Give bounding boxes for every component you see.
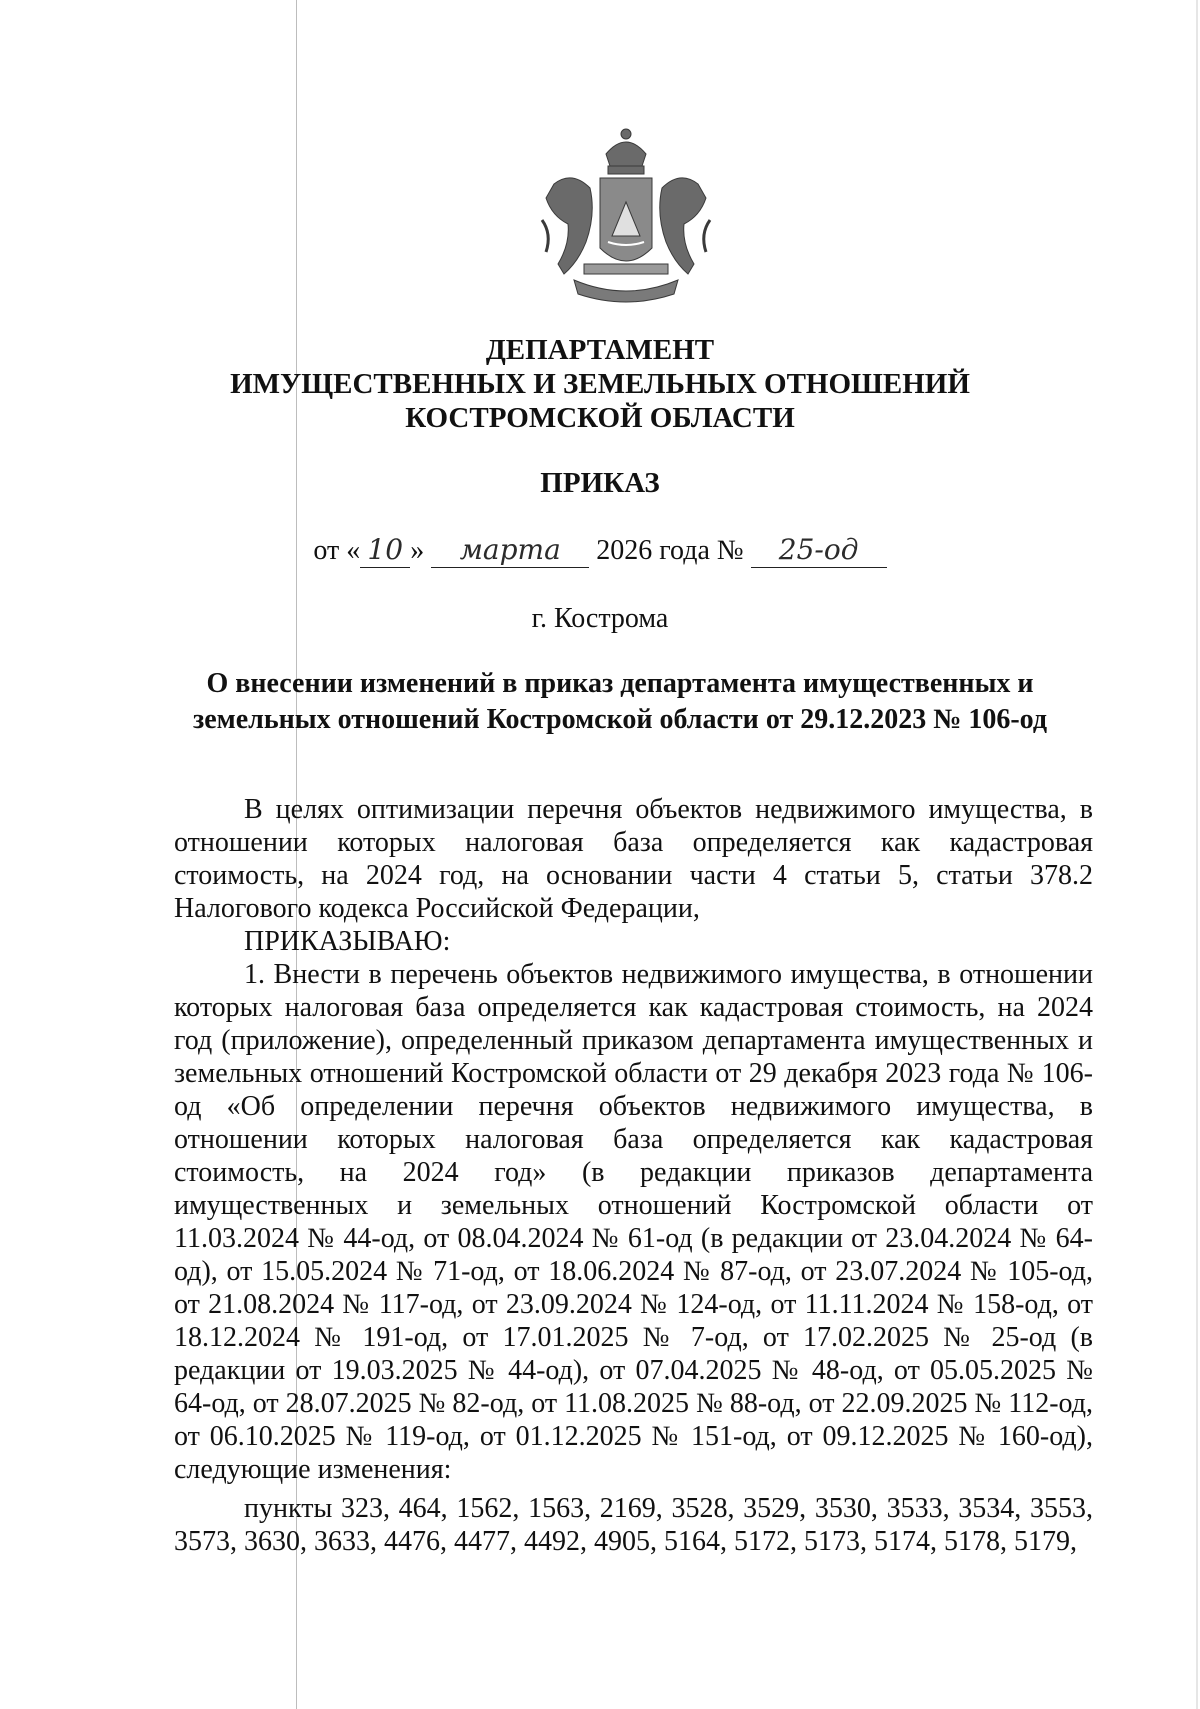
department-line-1: ДЕПАРТАМЕНТ xyxy=(485,334,715,366)
order-word: ПРИКАЗЫВАЮ: xyxy=(244,926,451,957)
department-line-2: ИМУЩЕСТВЕННЫХ И ЗЕМЕЛЬНЫХ ОТНОШЕНИЙ xyxy=(230,368,970,400)
item-1-paragraph: 1. Внести в перечень объектов недвижимого имущества, в отношении которых налоговая база определяется как кадастровая стоимость, на 2024 год (приложение), определенный приказом департамента имущественных и земельных отношений Костромской области от 29 декабря 2023 года № 106-од «Об определении перечня объектов недвижимого имущества, в отношении которых налоговая база определяется как кадастровая стоимость, на 2024 год» (в редакции приказов департамента имущественных и земельных отношений Костромской области от 11.03.2024 № 44-од, от 08.04.2024 № 61-од (в редакции от 23.04.2024 № 64-од), от 15.05.2024 № 71-од, от 18.06.2024 № 87-од, от 23.07.2024 № 105-од, от 21.08.2024 № 117-од, от 23.09.2024 № 124-од, от 11.11.2024 № 158-од, от 18.12.2024 № 191-од, от 17.01.2025 № 7-од, от 17.02.2025 № 25-од (в редакции от 19.03.2025 № 44-од), от 07.04.2025 № 48-од, от 05.05.2025 № 64-од, от 28.07.2025 № 82-од, от 11.08.2025 № 88-од, от 22.09.2025 № 112-од, от 06.10.2025 № 119-од, от 01.12.2025 № 151-од, от 09.12.2025 № 160-од), следующие изменения: xyxy=(174,959,1093,1485)
department-line-3: КОСТРОМСКОЙ ОБЛАСТИ xyxy=(405,402,795,434)
preamble-paragraph: В целях оптимизации перечня объектов недвижимого имущества, в отношении которых налоговая база определяется как кадастровая стоимость, на 2024 год, на основании части 4 статьи 5, статьи 378.2 Налогового кодекса Российской Федерации, xyxy=(174,794,1093,924)
city-name: г. Кострома xyxy=(531,603,669,634)
subject-line-1: О внесении изменений в приказ департамента имущественных и xyxy=(206,668,1034,699)
coat-of-arms-emblem xyxy=(524,124,728,310)
department-name xyxy=(0,333,1200,435)
handwritten-month: марта xyxy=(431,533,589,568)
scan-edge-line xyxy=(1196,0,1198,1709)
order-title: ПРИКАЗ xyxy=(540,467,660,499)
points-paragraph: пункты 323, 464, 1562, 1563, 2169, 3528, 3529, 3530, 3533, 3534, 3553, 3573, 3630, 3633, 4476, 4477, 4492, 4905, 5164, 5172, 5173, 5174, 5178, 5179, xyxy=(174,1493,1093,1557)
date-prefix: от « xyxy=(313,535,361,566)
order-subject xyxy=(160,666,1080,738)
handwritten-day: 10 xyxy=(360,533,410,568)
order-body xyxy=(174,793,1093,1558)
subject-line-2: земельных отношений Костромской области от 29.12.2023 № 106-од xyxy=(192,704,1048,735)
date-mid: » xyxy=(410,535,425,566)
year-text: 2026 года № xyxy=(596,535,744,566)
order-date-number-line xyxy=(0,533,1200,568)
handwritten-order-number: 25-од xyxy=(751,533,887,568)
